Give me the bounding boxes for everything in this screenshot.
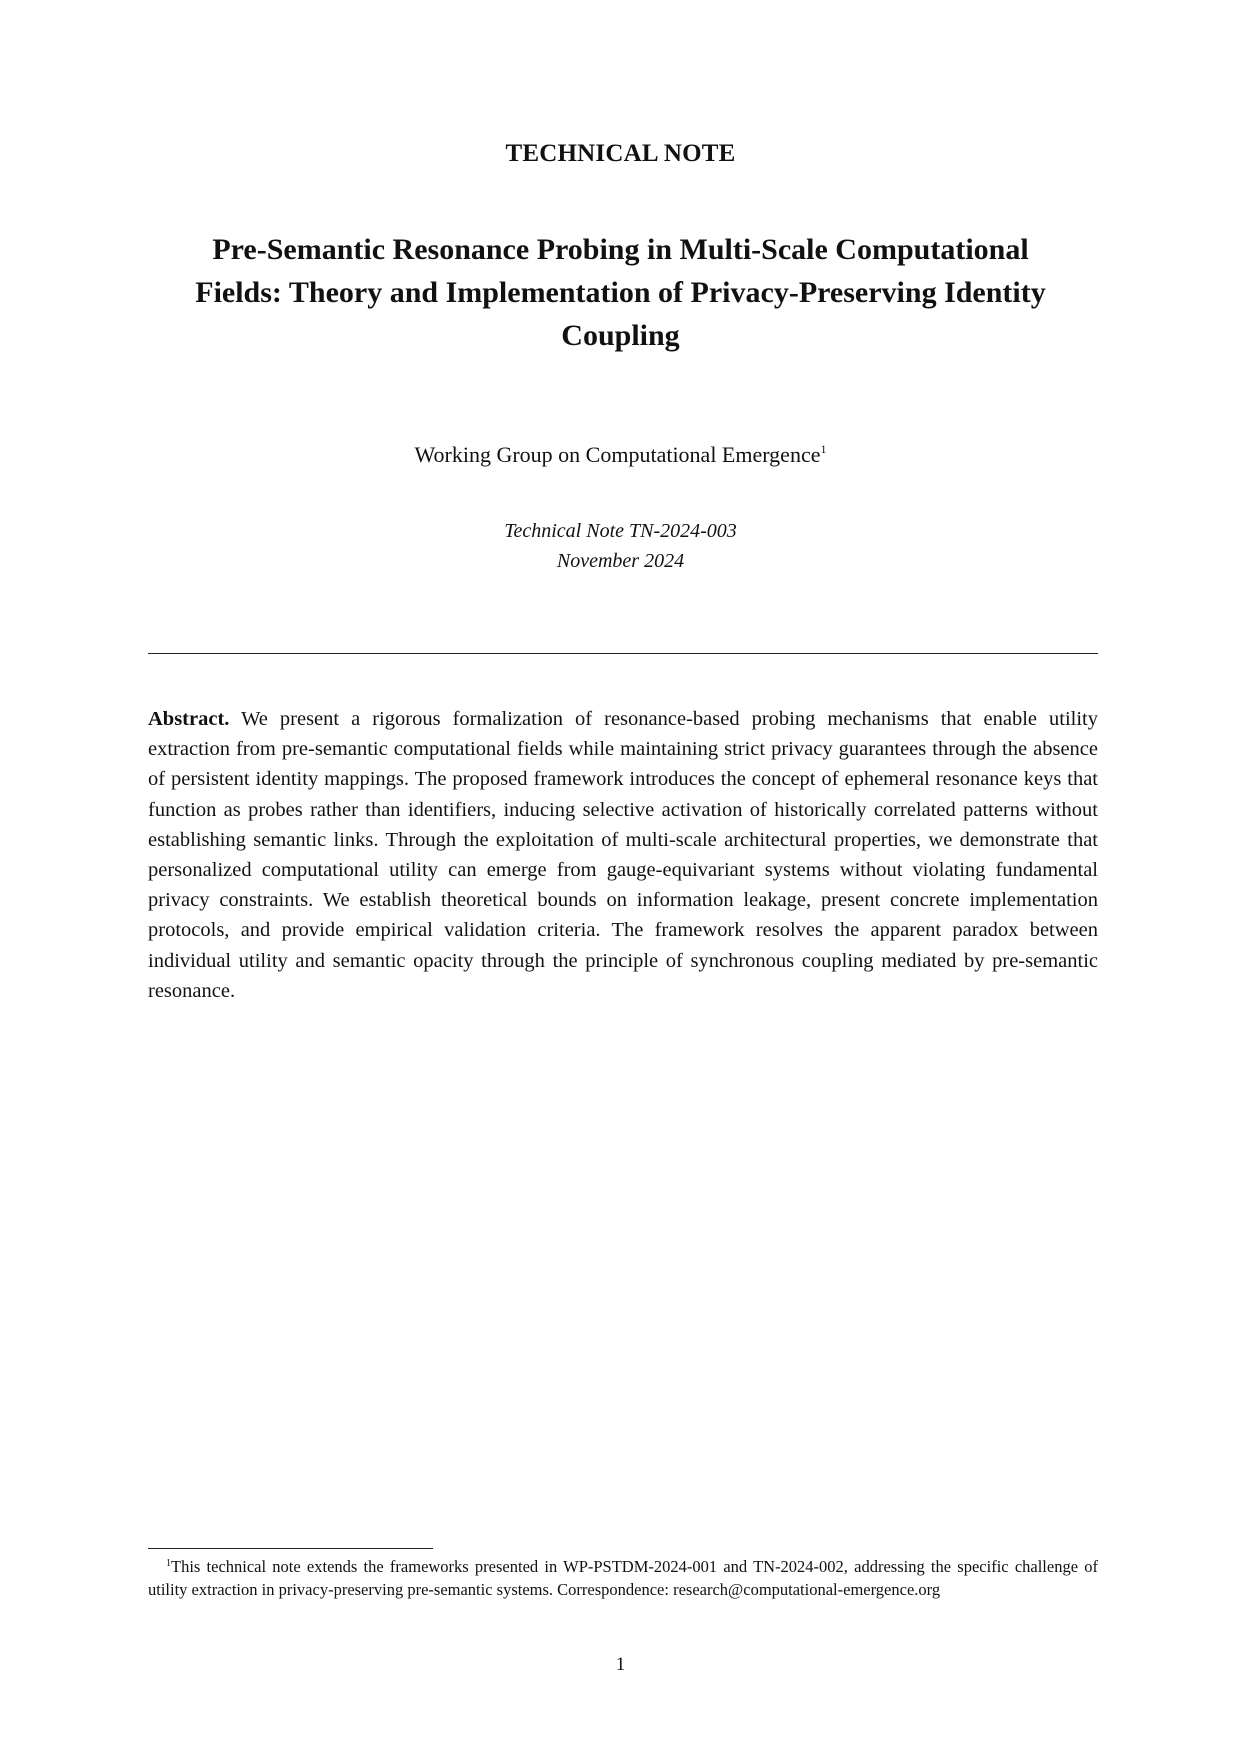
document-type-heading: TECHNICAL NOTE <box>505 140 736 167</box>
abstract-text: We present a rigorous formalization of resonance-based probing mechanisms that enable utility extraction from pre-semantic computational fields while maintaining strict privacy guarantees through the absence of persistent identity mappings. The proposed framework introduces the concept of ephemeral resonance keys that function as probes rather than identifiers, inducing selective activation of historically correlated patterns without establishing semantic links. Through the exploitation of multi-scale architectural properties, we demonstrate that personalized computational utility can emerge from gauge-equivariant systems without violating fundamental privacy constraints. We establish theoretical bounds on information leakage, present concrete implementation protocols, and provide empirical validation criteria. The framework resolves the apparent paradox between individual utility and semantic opacity through the principle of synchronous coupling mediated by pre-semantic resonance. <box>148 708 1098 1002</box>
title-divider <box>148 653 1098 654</box>
footnote <box>148 1553 1098 1601</box>
footnote-text: This technical note extends the frameworks presented in WP-PSTDM-2024-001 and TN-2024-002, addressing the specific challenge of utility extraction in privacy-preserving pre-semantic systems. Correspondence: research@computational-emergence.org <box>148 1557 1098 1599</box>
author-line <box>0 442 1241 468</box>
footnote-divider <box>148 1548 433 1549</box>
footnote-marker: 1 <box>820 442 827 456</box>
note-id: Technical Note TN-2024-003 <box>504 520 737 542</box>
page-number: 1 <box>615 1654 626 1675</box>
author-name: Working Group on Computational Emergence <box>414 442 821 467</box>
abstract-label: Abstract. <box>148 708 230 730</box>
publication-date: November 2024 <box>556 550 685 572</box>
note-metadata <box>0 516 1241 576</box>
footnote-mark: 1 <box>166 1558 171 1569</box>
abstract <box>148 704 1098 1006</box>
paper-title: Pre-Semantic Resonance Probing in Multi-Scale Computational Fields: Theory and Implementation of Privacy-Preserving Identity Coupling <box>195 233 1046 352</box>
